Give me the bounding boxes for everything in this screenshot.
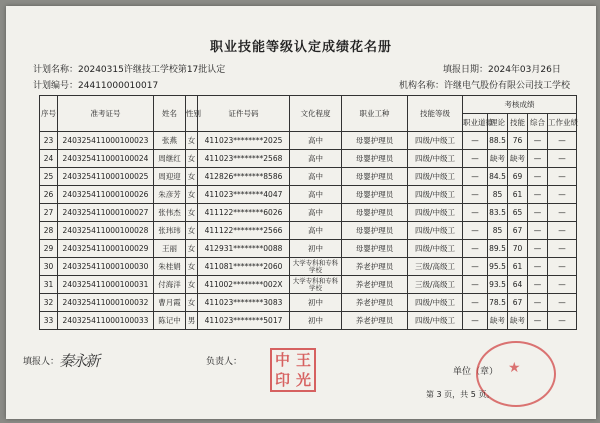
- cell-cert: 412931********0088: [198, 240, 290, 258]
- header-skill: 技能: [508, 114, 528, 132]
- date-value: 2024年03月26日: [488, 65, 561, 75]
- cell-job: 母婴护理员: [342, 168, 408, 186]
- header-name: 姓名: [154, 96, 186, 132]
- cell-gender: 女: [186, 294, 198, 312]
- cell-ethics: —: [463, 204, 488, 222]
- cell-ethics: —: [463, 312, 488, 330]
- cell-cert: 412826********8586: [198, 168, 290, 186]
- cell-skill: 69: [508, 168, 528, 186]
- plan-label: 计划编号：: [33, 81, 79, 91]
- cell-work: —: [548, 312, 577, 330]
- cell-overall: —: [528, 168, 548, 186]
- cell-theory: 95.5: [488, 258, 508, 276]
- table-row: [40, 222, 577, 240]
- cell-level: 三级/高级工: [408, 258, 463, 276]
- cell-ticket: 240325411000100028: [58, 222, 154, 240]
- cell-skill: 76: [508, 132, 528, 150]
- cell-skill: 缺考: [508, 150, 528, 168]
- cell-skill: 65: [508, 204, 528, 222]
- cell-theory: 84.5: [488, 168, 508, 186]
- plan-value: 24411000010017: [78, 81, 159, 91]
- document-sheet: [6, 6, 596, 419]
- cell-name: 王丽: [154, 240, 186, 258]
- cell-gender: 女: [186, 150, 198, 168]
- cell-theory: 85: [488, 222, 508, 240]
- cell-edu: 高中: [290, 204, 342, 222]
- cell-overall: —: [528, 186, 548, 204]
- cell-ticket: 240325411000100025: [58, 168, 154, 186]
- cell-name: 朱彦芳: [154, 186, 186, 204]
- date-label: 填报日期：: [443, 65, 489, 75]
- header-job: 职业工种: [342, 96, 408, 132]
- cell-overall: —: [528, 276, 548, 294]
- cell-theory: 88.5: [488, 132, 508, 150]
- cell-level: 四级/中级工: [408, 168, 463, 186]
- cell-edu: 高中: [290, 168, 342, 186]
- cell-skill: 缺考: [508, 312, 528, 330]
- cell-overall: —: [528, 294, 548, 312]
- batch-value: 20240315许继技工学校第17批认定: [78, 65, 226, 75]
- cell-ethics: —: [463, 168, 488, 186]
- cell-level: 四级/中级工: [408, 132, 463, 150]
- cell-no: 28: [40, 222, 58, 240]
- table-row: [40, 240, 577, 258]
- personal-seal: 中 王 印 光: [270, 348, 316, 392]
- handwritten-signature: 秦永新: [59, 352, 99, 370]
- cell-cert: 411023********2568: [198, 150, 290, 168]
- cell-job: 母婴护理员: [342, 222, 408, 240]
- table-row: [40, 276, 577, 294]
- header-work: 工作业绩: [548, 114, 577, 132]
- cell-edu: 高中: [290, 132, 342, 150]
- cell-ethics: —: [463, 276, 488, 294]
- table-row: [40, 186, 577, 204]
- unit-seal-label: 单位（章）: [453, 367, 499, 377]
- cell-overall: —: [528, 132, 548, 150]
- page-number: 第 3 页，共 5 页。: [426, 390, 495, 399]
- cell-name: 曹月霞: [154, 294, 186, 312]
- cell-ticket: 240325411000100030: [58, 258, 154, 276]
- cell-ticket: 240325411000100024: [58, 150, 154, 168]
- cell-no: 24: [40, 150, 58, 168]
- cell-ethics: —: [463, 186, 488, 204]
- cell-work: —: [548, 276, 577, 294]
- cell-work: —: [548, 168, 577, 186]
- cell-job: 母婴护理员: [342, 204, 408, 222]
- cell-skill: 67: [508, 222, 528, 240]
- cell-ethics: —: [463, 258, 488, 276]
- cell-edu: 高中: [290, 186, 342, 204]
- header-level: 技能等级: [408, 96, 463, 132]
- cell-job: 母婴护理员: [342, 240, 408, 258]
- cell-ticket: 240325411000100027: [58, 204, 154, 222]
- cell-cert: 411002********002X: [198, 276, 290, 294]
- cell-cert: 411122********6026: [198, 204, 290, 222]
- header-cert: 证件号码: [198, 96, 290, 132]
- cell-no: 25: [40, 168, 58, 186]
- cell-name: 朱桂娟: [154, 258, 186, 276]
- cell-work: —: [548, 204, 577, 222]
- cell-skill: 64: [508, 276, 528, 294]
- cell-gender: 女: [186, 204, 198, 222]
- cell-skill: 70: [508, 240, 528, 258]
- cell-ethics: —: [463, 150, 488, 168]
- org-value: 许继电气股份有限公司技工学校: [444, 81, 571, 91]
- cell-ticket: 240325411000100026: [58, 186, 154, 204]
- table-row: [40, 204, 577, 222]
- cell-theory: 缺考: [488, 312, 508, 330]
- cell-edu: 初中: [290, 294, 342, 312]
- cell-gender: 女: [186, 168, 198, 186]
- cell-edu: 大学专科和专科学校: [290, 276, 342, 294]
- cell-edu: 初中: [290, 240, 342, 258]
- cell-cert: 411122********2566: [198, 222, 290, 240]
- cell-level: 四级/中级工: [408, 222, 463, 240]
- date-info: [443, 62, 561, 75]
- cell-no: 23: [40, 132, 58, 150]
- cell-cert: 411023********2025: [198, 132, 290, 150]
- header-scores: 考核成绩: [463, 96, 577, 114]
- cell-gender: 女: [186, 276, 198, 294]
- cell-overall: —: [528, 222, 548, 240]
- cell-job: 养老护理员: [342, 258, 408, 276]
- cell-level: 四级/中级工: [408, 294, 463, 312]
- cell-cert: 411023********5017: [198, 312, 290, 330]
- cell-ethics: —: [463, 222, 488, 240]
- cell-ticket: 240325411000100031: [58, 276, 154, 294]
- cell-ticket: 240325411000100033: [58, 312, 154, 330]
- cell-job: 养老护理员: [342, 294, 408, 312]
- cell-job: 养老护理员: [342, 276, 408, 294]
- filler-label: 填报人：: [23, 357, 60, 367]
- header-edu: 文化程度: [290, 96, 342, 132]
- cell-no: 32: [40, 294, 58, 312]
- cell-edu: 高中: [290, 222, 342, 240]
- cell-cert: 411081********2060: [198, 258, 290, 276]
- cell-skill: 61: [508, 258, 528, 276]
- document-title: 职业技能等级认定成绩花名册: [209, 40, 392, 55]
- cell-overall: —: [528, 204, 548, 222]
- cell-name: 付海洋: [154, 276, 186, 294]
- cell-no: 30: [40, 258, 58, 276]
- cell-no: 26: [40, 186, 58, 204]
- header-gender: 性别: [186, 96, 198, 132]
- cell-name: 陈记中: [154, 312, 186, 330]
- cell-level: 四级/中级工: [408, 240, 463, 258]
- cell-overall: —: [528, 240, 548, 258]
- cell-gender: 女: [186, 222, 198, 240]
- batch-info: [33, 62, 225, 75]
- cell-theory: 89.5: [488, 240, 508, 258]
- batch-label: 计划名称：: [33, 65, 79, 75]
- table-row: [40, 294, 577, 312]
- cell-edu: 高中: [290, 150, 342, 168]
- cell-work: —: [548, 222, 577, 240]
- cell-theory: 缺考: [488, 150, 508, 168]
- cell-job: 母婴护理员: [342, 150, 408, 168]
- cell-overall: —: [528, 312, 548, 330]
- cell-ticket: 240325411000100029: [58, 240, 154, 258]
- cell-theory: 93.5: [488, 276, 508, 294]
- cell-gender: 女: [186, 186, 198, 204]
- cell-cert: 411023********4047: [198, 186, 290, 204]
- header-overall: 综合: [528, 114, 548, 132]
- cell-work: —: [548, 150, 577, 168]
- table-row: [40, 312, 577, 330]
- table-row: [40, 168, 577, 186]
- cell-gender: 女: [186, 132, 198, 150]
- cell-level: 四级/中级工: [408, 312, 463, 330]
- cell-job: 母婴护理员: [342, 132, 408, 150]
- cell-name: 张伟杰: [154, 204, 186, 222]
- cell-skill: 67: [508, 294, 528, 312]
- cell-overall: —: [528, 258, 548, 276]
- cell-edu: 大学专科和专科学校: [290, 258, 342, 276]
- cell-name: 张玮玮: [154, 222, 186, 240]
- org-info: [399, 78, 570, 91]
- cell-level: 三级/高级工: [408, 276, 463, 294]
- cell-job: 养老护理员: [342, 312, 408, 330]
- cell-no: 33: [40, 312, 58, 330]
- score-table: [39, 95, 577, 330]
- header-ticket: 准考证号: [58, 96, 154, 132]
- cell-cert: 411023********3083: [198, 294, 290, 312]
- cell-theory: 83.5: [488, 204, 508, 222]
- cell-job: 母婴护理员: [342, 186, 408, 204]
- header-theory: 理论: [488, 114, 508, 132]
- cell-no: 27: [40, 204, 58, 222]
- cell-gender: 女: [186, 240, 198, 258]
- cell-work: —: [548, 186, 577, 204]
- table-row: [40, 258, 577, 276]
- plan-info: [33, 78, 158, 91]
- cell-ethics: —: [463, 132, 488, 150]
- table-row: [40, 150, 577, 168]
- cell-no: 31: [40, 276, 58, 294]
- cell-level: 四级/中级工: [408, 204, 463, 222]
- cell-name: 周继红: [154, 150, 186, 168]
- cell-theory: 85: [488, 186, 508, 204]
- header-ethics: 职业道德: [463, 114, 488, 132]
- cell-theory: 78.5: [488, 294, 508, 312]
- cell-name: 周迎迎: [154, 168, 186, 186]
- cell-gender: 女: [186, 258, 198, 276]
- cell-ticket: 240325411000100032: [58, 294, 154, 312]
- cell-overall: —: [528, 150, 548, 168]
- cell-work: —: [548, 258, 577, 276]
- cell-edu: 初中: [290, 312, 342, 330]
- cell-name: 张燕: [154, 132, 186, 150]
- cell-level: 四级/中级工: [408, 186, 463, 204]
- cell-ticket: 240325411000100023: [58, 132, 154, 150]
- cell-gender: 男: [186, 312, 198, 330]
- cell-skill: 61: [508, 186, 528, 204]
- org-label: 机构名称：: [399, 81, 445, 91]
- cell-work: —: [548, 132, 577, 150]
- manager-label: 负责人：: [206, 357, 243, 367]
- cell-work: —: [548, 240, 577, 258]
- cell-ethics: —: [463, 294, 488, 312]
- header-no: 序号: [40, 96, 58, 132]
- cell-level: 四级/中级工: [408, 150, 463, 168]
- cell-work: —: [548, 294, 577, 312]
- seal-star-icon: ★: [508, 360, 521, 376]
- table-row: [40, 132, 577, 150]
- cell-ethics: —: [463, 240, 488, 258]
- cell-no: 29: [40, 240, 58, 258]
